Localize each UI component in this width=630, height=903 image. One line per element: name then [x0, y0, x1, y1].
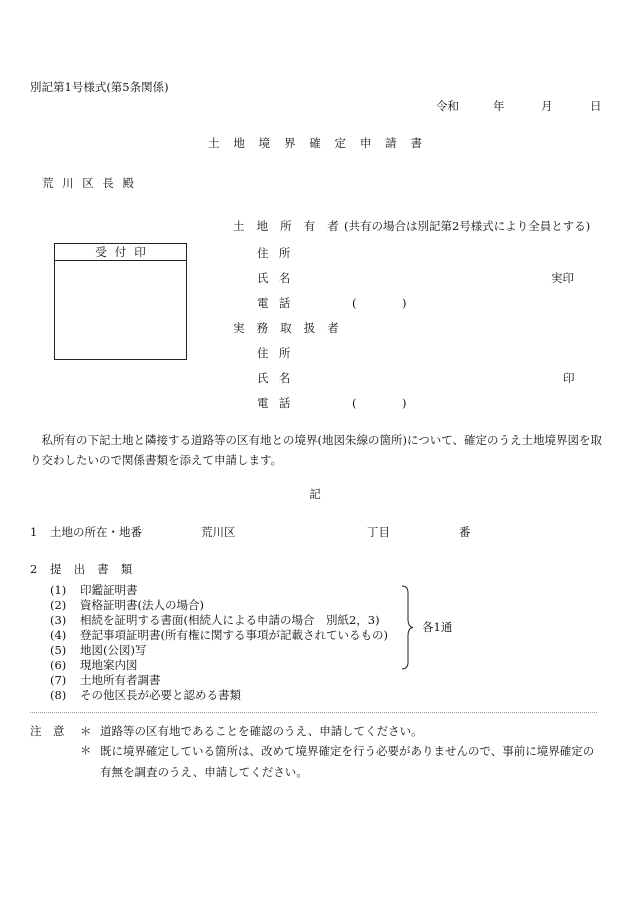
addressee: 荒川区長殿	[42, 176, 143, 190]
doc-number: (3)	[50, 613, 67, 627]
owner-heading: 土地所有者	[233, 219, 351, 233]
agent-phone-label: 電話	[257, 396, 301, 410]
divider	[30, 712, 597, 713]
item1-ban: 番	[459, 525, 471, 539]
owner-phone-paren-close: )	[402, 296, 407, 310]
date-era: 令和	[436, 99, 459, 113]
item1-chome: 丁目	[367, 525, 390, 539]
receipt-stamp-box	[54, 243, 187, 360]
doc-number: (1)	[50, 583, 67, 597]
owner-address-label: 住所	[257, 246, 301, 260]
doc-text: その他区長が必要と認める書類	[80, 688, 241, 702]
agent-name-label: 氏名	[257, 371, 301, 385]
copies-label: 各1通	[422, 620, 453, 634]
receipt-stamp-label: 受付印	[55, 244, 186, 261]
ki-heading: 記	[309, 487, 321, 501]
application-statement: 私所有の下記土地と隣接する道路等の区有地との境界(地図朱線の箇所)について、確定のうえ土地境界図を取り交わしたいので関係書類を添えて申請します。	[30, 433, 603, 467]
item2-number: 2	[30, 562, 38, 576]
note-item: 道路等の区有地であることを確認のうえ、申請してください。	[100, 724, 423, 738]
owner-seal: 実印	[551, 271, 574, 285]
date-day: 日	[590, 99, 602, 113]
notes-label: 注意	[30, 724, 76, 738]
page-title: 土地境界確定申請書	[208, 136, 436, 150]
asterisk-icon: ＊	[80, 724, 92, 738]
doc-number: (2)	[50, 598, 67, 612]
form-reference: 別記第1号様式(第5条関係)	[30, 80, 169, 94]
note-item: 既に境界確定している箇所は、改めて境界確定を行う必要がありませんので、事前に境界確定の有無を調査のうえ、申請してください。	[100, 744, 595, 779]
asterisk-icon: ＊	[80, 743, 92, 757]
date-month: 月	[541, 99, 553, 113]
doc-text: 相続を証明する書面(相続人による申請の場合 別紙2，3)	[80, 613, 380, 627]
doc-number: (4)	[50, 628, 67, 642]
item1-ward: 荒川区	[201, 525, 236, 539]
doc-number: (7)	[50, 673, 67, 687]
owner-phone-paren-open: (	[352, 296, 357, 310]
doc-text: 土地所有者調書	[80, 673, 161, 687]
item1-label: 土地の所在・地番	[50, 525, 142, 539]
item1-number: 1	[30, 525, 38, 539]
doc-text: 資格証明書(法人の場合)	[80, 598, 204, 612]
owner-note: (共有の場合は別記第2号様式により全員とする)	[344, 219, 591, 233]
agent-heading: 実務取扱者	[233, 321, 351, 335]
owner-phone-label: 電話	[257, 296, 301, 310]
doc-text: 地図(公図)写	[80, 643, 147, 657]
doc-number: (5)	[50, 643, 67, 657]
agent-address-label: 住所	[257, 346, 301, 360]
curly-brace-icon	[400, 585, 414, 670]
agent-seal: 印	[563, 371, 575, 385]
doc-text: 印鑑証明書	[80, 583, 138, 597]
doc-text: 現地案内図	[80, 658, 138, 672]
agent-phone-paren-close: )	[402, 396, 407, 410]
agent-phone-paren-open: (	[352, 396, 357, 410]
owner-name-label: 氏名	[257, 271, 301, 285]
item2-label: 提出書類	[50, 562, 145, 576]
doc-number: (6)	[50, 658, 67, 672]
date-year: 年	[493, 99, 505, 113]
doc-number: (8)	[50, 688, 67, 702]
doc-text: 登記事項証明書(所有権に関する事項が記載されているもの)	[80, 628, 388, 642]
